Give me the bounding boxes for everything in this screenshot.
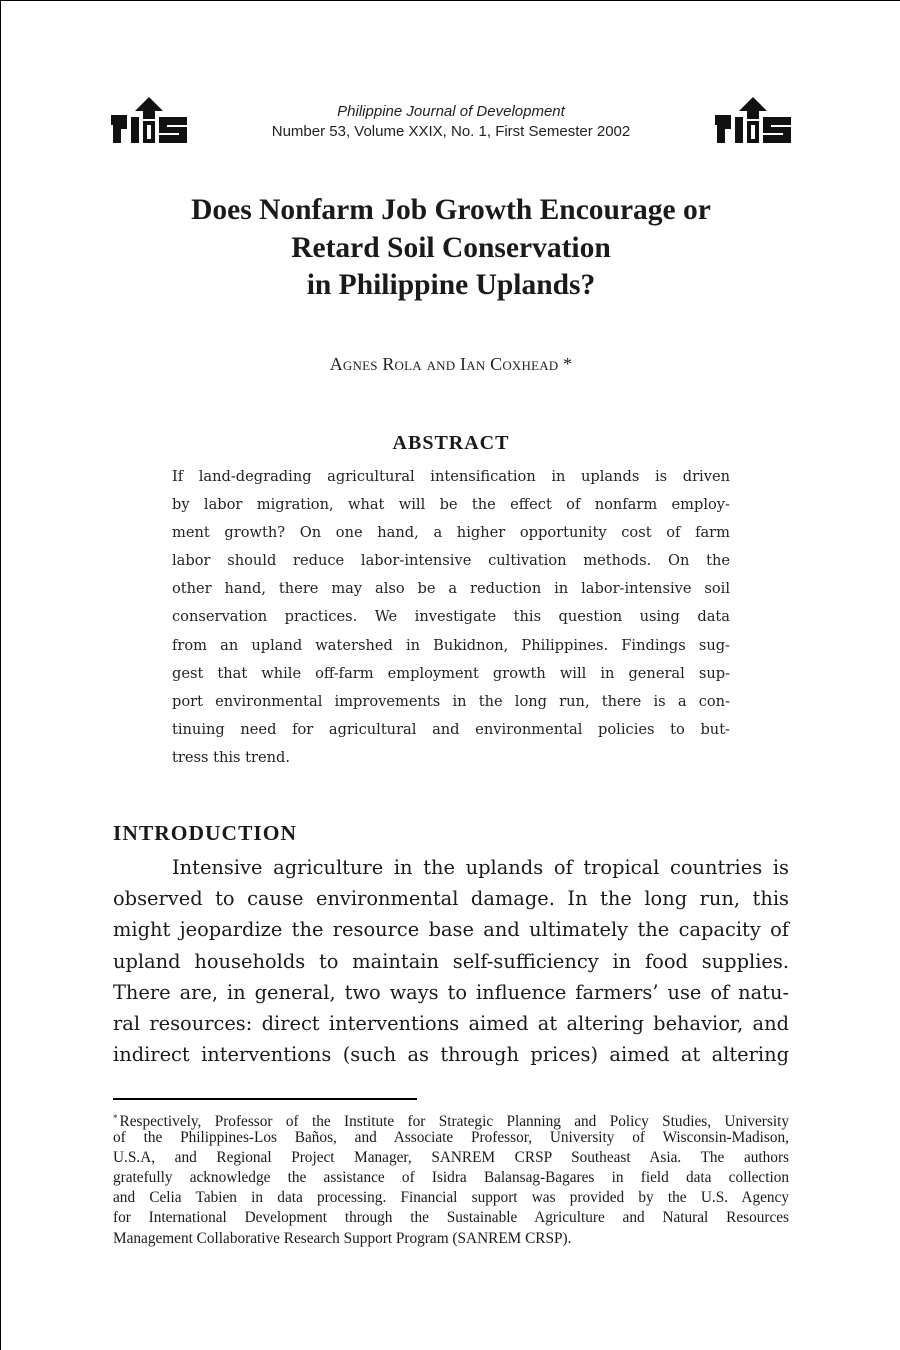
abstract-line: from an upland watershed in Bukidnon, Philippines. Findings sug- — [172, 636, 730, 654]
pids-logo-icon — [111, 97, 187, 143]
abstract-line: gest that while off-farm employment growth will in general sup- — [172, 664, 730, 682]
footnote-marker: * — [113, 1113, 118, 1123]
introduction-heading: INTRODUCTION — [113, 821, 298, 845]
footnote-line — [113, 1108, 789, 1128]
abstract-line: port environmental improvements in the long run, there is a con- — [172, 692, 730, 710]
body-line: Intensive agriculture in the uplands of tropical countries is — [172, 856, 789, 879]
body-line: might jeopardize the resource base and ultimately the capacity of — [113, 918, 789, 942]
footnote-line: and Celia Tabien in data processing. Financial support was provided by the U.S. Agency — [113, 1189, 789, 1207]
abstract-line: other hand, there may also be a reduction in labor-intensive soil — [172, 580, 730, 598]
abstract-body — [172, 463, 730, 772]
footnote-first-text: Respectively, Professor of the Institute for Strategic Planning and Policy Studies, University — [119, 1113, 789, 1130]
journal-issue: Number 53, Volume XXIX, No. 1, First Semester 2002 — [271, 123, 631, 140]
footnote-line: for International Development through the Sustainable Agriculture and Natural Resources — [113, 1209, 789, 1227]
body-line: observed to cause environmental damage. In the long run, this — [113, 887, 789, 911]
introduction-body — [113, 852, 789, 1070]
abstract-line: tress this trend. — [172, 748, 291, 766]
body-line: indirect interventions (such as through prices) aimed at altering — [113, 1043, 789, 1067]
abstract-heading: ABSTRACT — [392, 432, 510, 454]
title-line: Retard Soil Conservation — [291, 231, 611, 264]
body-line: ral resources: direct interventions aimed at altering behavior, and — [113, 1011, 789, 1035]
paper-authors: Agnes Rola and Ian Coxhead * — [329, 354, 573, 374]
footnote-line: Management Collaborative Research Support Program (SANREM CRSP). — [113, 1229, 572, 1247]
title-line: in Philippine Uplands? — [306, 269, 596, 301]
journal-name: Philippine Journal of Development — [337, 103, 565, 120]
body-line: upland households to maintain self-sufficiency in food supplies. — [113, 949, 789, 973]
abstract-line: If land-degrading agricultural intensification in uplands is driven — [172, 468, 730, 485]
abstract-line: by labor migration, what will be the effect of nonfarm employ- — [172, 496, 730, 514]
footnote-line: of the Philippines-Los Baños, and Associate Professor, University of Wisconsin-Madison, — [113, 1129, 789, 1147]
title-line: Does Nonfarm Job Growth Encourage or — [191, 194, 711, 226]
paper-title — [111, 192, 791, 305]
footnote — [113, 1108, 789, 1249]
footnote-line: gratefully acknowledge the assistance of Isidra Balansag-Bagares in field data collection — [113, 1169, 789, 1187]
pids-logo-icon — [715, 97, 791, 143]
journal-header — [201, 102, 701, 142]
abstract-line: tinuing need for agricultural and environmental policies to but- — [172, 720, 730, 738]
body-line: There are, in general, two ways to influence farmers’ use of natu- — [113, 980, 789, 1004]
abstract-line: ment growth? On one hand, a higher opportunity cost of farm — [172, 524, 730, 542]
abstract-line: labor should reduce labor-intensive cultivation methods. On the — [172, 552, 730, 570]
footnote-line: U.S.A, and Regional Project Manager, SANREM CRSP Southeast Asia. The authors — [113, 1149, 789, 1167]
abstract-line: conservation practices. We investigate this question using data — [172, 608, 730, 626]
footnote-divider — [113, 1098, 417, 1100]
